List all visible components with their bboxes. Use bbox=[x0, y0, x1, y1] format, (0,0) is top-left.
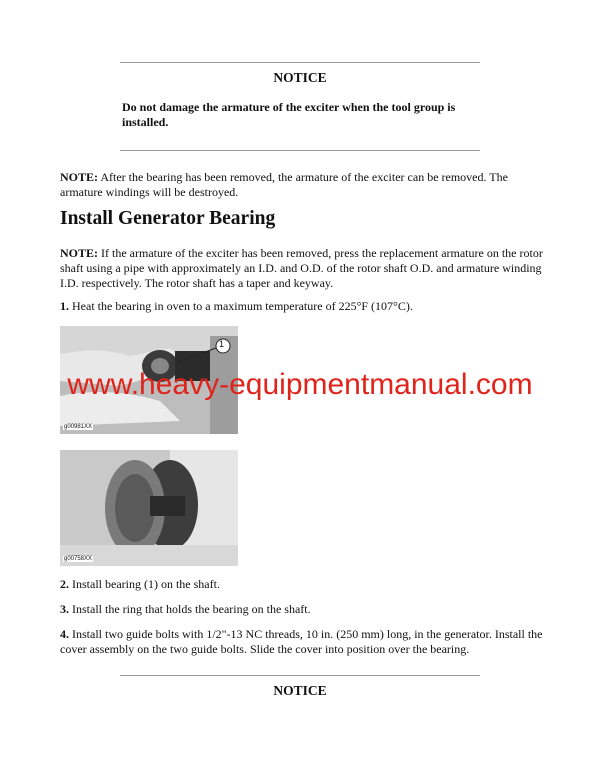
section-heading: Install Generator Bearing bbox=[60, 208, 276, 229]
callout-label: 1 bbox=[219, 339, 225, 349]
step-3 bbox=[60, 602, 545, 617]
note-text: If the armature of the exciter has been removed, press the replacement armature on the rotor shaft using a pipe with approximately an I.D. and O.D. of the rotor shaft O.D. and armature winding I.D. respectively. The rotor shaft has a taper and keyway. bbox=[60, 246, 543, 290]
step-number: 4. bbox=[60, 627, 69, 641]
step-number: 3. bbox=[60, 602, 69, 616]
notice-top-title: NOTICE bbox=[273, 70, 327, 85]
note-armature-removal bbox=[60, 170, 545, 200]
step-number: 1. bbox=[60, 299, 69, 313]
notice-top-body: Do not damage the armature of the exciter when the tool group is installed. bbox=[122, 100, 456, 129]
note-label: NOTE: bbox=[60, 170, 99, 184]
notice-bottom-rule bbox=[120, 675, 480, 676]
step-text: Heat the bearing in oven to a maximum temperature of 225°F (107°C). bbox=[69, 299, 413, 313]
step-text: Install the ring that holds the bearing on the shaft. bbox=[69, 602, 311, 616]
notice-bottom-title: NOTICE bbox=[273, 683, 327, 698]
step-2 bbox=[60, 577, 545, 592]
photo-caption: g00758XX bbox=[64, 556, 93, 562]
step-text: Install two guide bolts with 1/2"-13 NC threads, 10 in. (250 mm) long, in the generator. Install the cover assembly on the two guide bolts. Slide the cover into position over the bearing. bbox=[60, 627, 543, 656]
note-text: After the bearing has been removed, the armature of the exciter can be removed. The armature windings will be destroyed. bbox=[60, 170, 508, 199]
watermark: www.heavy-equipmentmanual.com bbox=[67, 368, 533, 401]
notice-top-rule bbox=[120, 62, 480, 63]
photo-cover-assembly bbox=[60, 450, 238, 566]
step-4 bbox=[60, 627, 545, 657]
photo-caption: g00981XX bbox=[64, 424, 93, 430]
step-number: 2. bbox=[60, 577, 69, 591]
notice-top-bottom-rule bbox=[120, 150, 480, 151]
note-label: NOTE: bbox=[60, 246, 99, 260]
note-armature-replacement bbox=[60, 246, 545, 291]
step-text: Install bearing (1) on the shaft. bbox=[69, 577, 220, 591]
step-1 bbox=[60, 299, 545, 314]
